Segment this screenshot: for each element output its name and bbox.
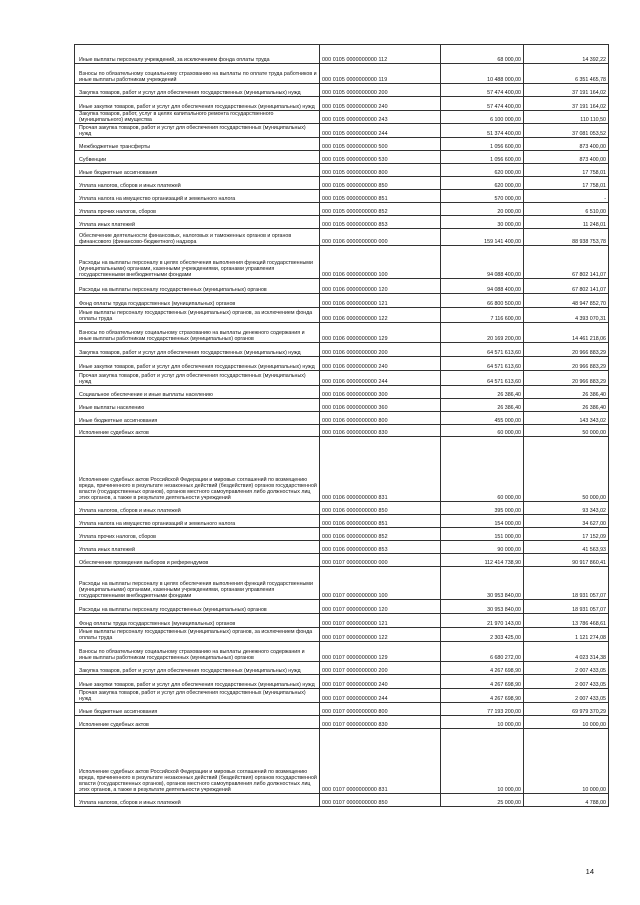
table-row (75, 515, 609, 528)
row-executed-cell: 69 979 370,29 (524, 703, 609, 716)
row-name-cell: Взносы по обязательному социальному страхованию на выплаты по оплате труда работников и иные выплаты работникам учреждений (75, 64, 320, 84)
row-code-cell: 000 0105 0000000000 852 (320, 203, 441, 216)
row-budget-cell: 151 000,00 (441, 528, 524, 541)
row-budget-cell: 570 000,00 (441, 190, 524, 203)
row-budget-cell: 4 267 698,90 (441, 689, 524, 703)
table-row (75, 502, 609, 515)
row-name-cell: Иные бюджетные ассигнования (75, 703, 320, 716)
row-code-cell: 000 0106 0000000000 000 (320, 229, 441, 246)
row-executed-cell: 18 931 057,07 (524, 600, 609, 614)
row-executed-cell: 17 152,09 (524, 528, 609, 541)
row-code-cell: 000 0106 0000000000 830 (320, 425, 441, 437)
row-code-cell: 000 0105 0000000000 240 (320, 97, 441, 111)
row-name-cell: Иные закупки товаров, работ и услуг для обеспечения государственных (муниципальных) нужд (75, 97, 320, 111)
table-row (75, 794, 609, 807)
row-budget-cell: 60 000,00 (441, 425, 524, 437)
row-budget-cell: 1 056 600,00 (441, 138, 524, 151)
table-row (75, 64, 609, 84)
row-code-cell: 000 0106 0000000000 850 (320, 502, 441, 515)
row-code-cell: 000 0106 0000000000 100 (320, 246, 441, 279)
row-executed-cell: 6 510,00 (524, 203, 609, 216)
row-executed-cell: 93 343,02 (524, 502, 609, 515)
row-executed-cell: 48 947 852,70 (524, 294, 609, 308)
row-code-cell: 000 0105 0000000000 119 (320, 64, 441, 84)
row-budget-cell: 6 680 272,00 (441, 642, 524, 662)
row-code-cell: 000 0106 0000000000 240 (320, 357, 441, 371)
row-executed-cell: 50 000,00 (524, 437, 609, 502)
row-code-cell: 000 0106 0000000000 853 (320, 541, 441, 554)
row-code-cell: 000 0106 0000000000 121 (320, 294, 441, 308)
row-code-cell: 000 0107 0000000000 830 (320, 716, 441, 729)
row-name-cell: Уплата прочих налогов, сборов (75, 203, 320, 216)
row-executed-cell: 26 386,40 (524, 386, 609, 399)
row-executed-cell: 14 461 218,06 (524, 323, 609, 343)
row-name-cell: Иные бюджетные ассигнования (75, 412, 320, 425)
row-budget-cell: 6 100 000,00 (441, 111, 524, 124)
row-code-cell: 000 0105 0000000000 853 (320, 216, 441, 229)
row-name-cell: Исполнение судебных актов Российской Федерации и мировых соглашений по возмещению вреда, причиненного в результате незаконных действий (бездействия) органов государственной власти (государственных органов), органов местного самоуправления либо должностных лиц этих органов, а также в результате деятельности учреждений (75, 437, 320, 502)
row-executed-cell: 6 351 465,78 (524, 64, 609, 84)
row-budget-cell: 68 000,00 (441, 45, 524, 64)
row-budget-cell: 30 953 840,00 (441, 567, 524, 600)
row-code-cell: 000 0105 0000000000 800 (320, 164, 441, 177)
row-name-cell: Иные выплаты населению (75, 399, 320, 412)
row-code-cell: 000 0106 0000000000 851 (320, 515, 441, 528)
row-name-cell: Иные выплаты персоналу государственных (муниципальных) органов, за исключением фонда оплаты труда (75, 308, 320, 323)
row-budget-cell: 1 056 600,00 (441, 151, 524, 164)
row-name-cell: Иные выплаты персоналу учреждений, за исключением фонда оплаты труда (75, 45, 320, 64)
row-name-cell: Субвенции (75, 151, 320, 164)
row-code-cell: 000 0105 0000000000 530 (320, 151, 441, 164)
row-name-cell: Обеспечение деятельности финансовых, налоговых и таможенных органов и органов финансового (финансово-бюджетного) надзора (75, 229, 320, 246)
row-code-cell: 000 0106 0000000000 360 (320, 399, 441, 412)
row-budget-cell: 7 116 600,00 (441, 308, 524, 323)
row-code-cell: 000 0107 0000000000 200 (320, 662, 441, 675)
table-row (75, 97, 609, 111)
table-row (75, 412, 609, 425)
row-executed-cell: 41 563,93 (524, 541, 609, 554)
row-executed-cell: 11 248,01 (524, 216, 609, 229)
row-budget-cell: 25 000,00 (441, 794, 524, 807)
row-name-cell: Исполнение судебных актов (75, 716, 320, 729)
table-row (75, 662, 609, 675)
row-code-cell: 000 0105 0000000000 243 (320, 111, 441, 124)
table-row (75, 190, 609, 203)
row-name-cell: Иные бюджетные ассигнования (75, 164, 320, 177)
row-code-cell: 000 0107 0000000000 120 (320, 600, 441, 614)
table-row (75, 600, 609, 614)
row-code-cell: 000 0107 0000000000 240 (320, 675, 441, 689)
row-executed-cell: 26 386,40 (524, 399, 609, 412)
table-row (75, 528, 609, 541)
row-code-cell: 000 0107 0000000000 129 (320, 642, 441, 662)
row-budget-cell: 94 088 400,00 (441, 246, 524, 279)
row-code-cell: 000 0106 0000000000 831 (320, 437, 441, 502)
table-row (75, 357, 609, 371)
row-executed-cell: 20 966 883,29 (524, 357, 609, 371)
table-row (75, 111, 609, 124)
row-budget-cell: 20 169 200,00 (441, 323, 524, 343)
row-name-cell: Фонд оплаты труда государственных (муниципальных) органов (75, 614, 320, 628)
table-row (75, 371, 609, 386)
row-executed-cell: 37 191 164,02 (524, 97, 609, 111)
table-row (75, 216, 609, 229)
row-executed-cell: 10 000,00 (524, 716, 609, 729)
row-budget-cell: 57 474 400,00 (441, 84, 524, 97)
budget-table-container (74, 44, 606, 807)
row-executed-cell: 4 393 070,31 (524, 308, 609, 323)
row-executed-cell: 2 007 433,05 (524, 675, 609, 689)
row-code-cell: 000 0106 0000000000 300 (320, 386, 441, 399)
row-name-cell: Прочая закупка товаров, работ и услуг для обеспечения государственных (муниципальных) нужд (75, 689, 320, 703)
table-row (75, 246, 609, 279)
row-code-cell: 000 0107 0000000000 831 (320, 729, 441, 794)
row-executed-cell: 10 000,00 (524, 729, 609, 794)
row-name-cell: Обеспечение проведения выборов и референдумов (75, 554, 320, 567)
row-executed-cell: 4 788,00 (524, 794, 609, 807)
row-executed-cell: 67 802 141,07 (524, 279, 609, 294)
table-row (75, 437, 609, 502)
row-budget-cell: 4 267 698,90 (441, 675, 524, 689)
table-row (75, 308, 609, 323)
table-row (75, 689, 609, 703)
row-code-cell: 000 0105 0000000000 851 (320, 190, 441, 203)
row-executed-cell: 20 966 883,29 (524, 371, 609, 386)
row-name-cell: Социальное обеспечение и иные выплаты населению (75, 386, 320, 399)
row-code-cell: 000 0105 0000000000 850 (320, 177, 441, 190)
row-code-cell: 000 0106 0000000000 120 (320, 279, 441, 294)
row-budget-cell: 2 303 425,00 (441, 628, 524, 642)
row-code-cell: 000 0107 0000000000 244 (320, 689, 441, 703)
table-row (75, 729, 609, 794)
row-executed-cell: 13 786 468,61 (524, 614, 609, 628)
row-executed-cell: 1 121 274,08 (524, 628, 609, 642)
table-row (75, 675, 609, 689)
row-code-cell: 000 0107 0000000000 122 (320, 628, 441, 642)
row-executed-cell: 90 917 860,41 (524, 554, 609, 567)
row-name-cell: Уплата иных платежей (75, 216, 320, 229)
row-executed-cell: 18 931 057,07 (524, 567, 609, 600)
row-budget-cell: 66 800 500,00 (441, 294, 524, 308)
row-budget-cell: 57 474 400,00 (441, 97, 524, 111)
row-name-cell: Взносы по обязательному социальному страхованию на выплаты денежного содержания и иные выплаты работникам государственных (муниципальных) органов (75, 323, 320, 343)
row-budget-cell: 10 488 000,00 (441, 64, 524, 84)
row-name-cell: Уплата налога на имущество организаций и земельного налога (75, 190, 320, 203)
row-executed-cell: 14 392,22 (524, 45, 609, 64)
row-code-cell: 000 0106 0000000000 852 (320, 528, 441, 541)
row-code-cell: 000 0105 0000000000 112 (320, 45, 441, 64)
row-name-cell: Фонд оплаты труда государственных (муниципальных) органов (75, 294, 320, 308)
row-executed-cell: 17 758,01 (524, 177, 609, 190)
row-executed-cell: 88 938 753,78 (524, 229, 609, 246)
table-row (75, 323, 609, 343)
row-name-cell: Иные закупки товаров, работ и услуг для обеспечения государственных (муниципальных) нужд (75, 675, 320, 689)
row-budget-cell: 64 571 613,60 (441, 371, 524, 386)
row-code-cell: 000 0106 0000000000 200 (320, 343, 441, 357)
row-budget-cell: 94 088 400,00 (441, 279, 524, 294)
row-budget-cell: 4 267 698,90 (441, 662, 524, 675)
row-budget-cell: 26 386,40 (441, 399, 524, 412)
table-row (75, 177, 609, 190)
row-budget-cell: 64 571 613,60 (441, 343, 524, 357)
row-code-cell: 000 0105 0000000000 200 (320, 84, 441, 97)
row-budget-cell: 455 000,00 (441, 412, 524, 425)
row-budget-cell: 20 000,00 (441, 203, 524, 216)
row-code-cell: 000 0107 0000000000 800 (320, 703, 441, 716)
table-row (75, 628, 609, 642)
table-row (75, 386, 609, 399)
row-executed-cell: 20 966 883,29 (524, 343, 609, 357)
row-name-cell: Прочая закупка товаров, работ и услуг для обеспечения государственных (муниципальных) нужд (75, 124, 320, 138)
table-row (75, 45, 609, 64)
table-row (75, 343, 609, 357)
row-executed-cell: 67 802 141,07 (524, 246, 609, 279)
table-row (75, 614, 609, 628)
table-row (75, 229, 609, 246)
table-row (75, 716, 609, 729)
row-budget-cell: 64 571 613,60 (441, 357, 524, 371)
row-executed-cell: 110 110,50 (524, 111, 609, 124)
table-body (75, 45, 609, 807)
row-code-cell: 000 0105 0000000000 500 (320, 138, 441, 151)
row-name-cell: Уплата налога на имущество организаций и земельного налога (75, 515, 320, 528)
table-row (75, 203, 609, 216)
row-name-cell: Иные закупки товаров, работ и услуг для обеспечения государственных (муниципальных) нужд (75, 357, 320, 371)
row-code-cell: 000 0105 0000000000 244 (320, 124, 441, 138)
row-executed-cell: 2 007 433,05 (524, 689, 609, 703)
row-name-cell: Уплата налогов, сборов и иных платежей (75, 794, 320, 807)
row-budget-cell: 620 000,00 (441, 177, 524, 190)
row-budget-cell: 112 414 738,90 (441, 554, 524, 567)
table-row (75, 164, 609, 177)
row-budget-cell: 30 000,00 (441, 216, 524, 229)
row-executed-cell: 17 758,01 (524, 164, 609, 177)
row-name-cell: Расходы на выплаты персоналу в целях обеспечения выполнения функций государственными (муниципальными) органами, казенными учреждениями, органами управления государственными внебюджетными фондами (75, 567, 320, 600)
table-row (75, 84, 609, 97)
row-name-cell: Уплата прочих налогов, сборов (75, 528, 320, 541)
table-row (75, 642, 609, 662)
row-code-cell: 000 0107 0000000000 121 (320, 614, 441, 628)
row-name-cell: Закупка товаров, работ и услуг для обеспечения государственных (муниципальных) нужд (75, 662, 320, 675)
row-name-cell: Исполнение судебных актов (75, 425, 320, 437)
row-budget-cell: 60 000,00 (441, 437, 524, 502)
row-name-cell: Межбюджетные трансферты (75, 138, 320, 151)
table-row (75, 567, 609, 600)
row-name-cell: Расходы на выплаты персоналу государственных (муниципальных) органов (75, 279, 320, 294)
row-budget-cell: 154 000,00 (441, 515, 524, 528)
row-budget-cell: 51 374 400,00 (441, 124, 524, 138)
row-name-cell: Уплата иных платежей (75, 541, 320, 554)
row-name-cell: Расходы на выплаты персоналу в целях обеспечения выполнения функций государственными (муниципальными) органами, казенными учреждениями, органами управления государственными внебюджетными фондами (75, 246, 320, 279)
row-code-cell: 000 0107 0000000000 100 (320, 567, 441, 600)
row-name-cell: Расходы на выплаты персоналу государственных (муниципальных) органов (75, 600, 320, 614)
row-name-cell: Иные выплаты персоналу государственных (муниципальных) органов, за исключением фонда оплаты труда (75, 628, 320, 642)
row-budget-cell: 90 000,00 (441, 541, 524, 554)
row-code-cell: 000 0106 0000000000 800 (320, 412, 441, 425)
table-row (75, 425, 609, 437)
row-executed-cell: - (524, 190, 609, 203)
row-budget-cell: 26 386,40 (441, 386, 524, 399)
row-executed-cell: 143 343,02 (524, 412, 609, 425)
row-executed-cell: 50 000,00 (524, 425, 609, 437)
row-executed-cell: 873 400,00 (524, 138, 609, 151)
row-executed-cell: 37 081 053,52 (524, 124, 609, 138)
table-row (75, 138, 609, 151)
table-row (75, 399, 609, 412)
row-budget-cell: 395 000,00 (441, 502, 524, 515)
row-code-cell: 000 0106 0000000000 122 (320, 308, 441, 323)
row-executed-cell: 2 007 433,05 (524, 662, 609, 675)
table-row (75, 151, 609, 164)
row-executed-cell: 4 023 314,38 (524, 642, 609, 662)
row-name-cell: Прочая закупка товаров, работ и услуг для обеспечения государственных (муниципальных) нужд (75, 371, 320, 386)
row-executed-cell: 37 191 164,02 (524, 84, 609, 97)
row-code-cell: 000 0107 0000000000 000 (320, 554, 441, 567)
row-name-cell: Закупка товаров, работ и услуг для обеспечения государственных (муниципальных) нужд (75, 343, 320, 357)
row-name-cell: Закупка товаров, работ, услуг в целях капитального ремонта государственного (муниципального) имущества (75, 111, 320, 124)
table-row (75, 279, 609, 294)
page-number: 14 (585, 867, 594, 876)
row-budget-cell: 10 000,00 (441, 716, 524, 729)
table-row (75, 124, 609, 138)
row-name-cell: Уплата налогов, сборов и иных платежей (75, 502, 320, 515)
row-name-cell: Исполнение судебных актов Российской Федерации и мировых соглашений по возмещению вреда, причиненного в результате незаконных действий (бездействия) органов государственной власти (государственных органов), органов местного самоуправления либо должностных лиц этих органов, а также в результате деятельности учреждений (75, 729, 320, 794)
budget-execution-table (74, 44, 609, 807)
row-name-cell: Взносы по обязательному социальному страхованию на выплаты денежного содержания и иные выплаты работникам государственных (муниципальных) органов (75, 642, 320, 662)
table-row (75, 703, 609, 716)
row-executed-cell: 873 400,00 (524, 151, 609, 164)
table-row (75, 554, 609, 567)
table-row (75, 294, 609, 308)
table-row (75, 541, 609, 554)
row-budget-cell: 10 000,00 (441, 729, 524, 794)
row-name-cell: Уплата налогов, сборов и иных платежей (75, 177, 320, 190)
row-code-cell: 000 0107 0000000000 850 (320, 794, 441, 807)
row-budget-cell: 77 193 200,00 (441, 703, 524, 716)
row-code-cell: 000 0106 0000000000 244 (320, 371, 441, 386)
row-code-cell: 000 0106 0000000000 129 (320, 323, 441, 343)
row-name-cell: Закупка товаров, работ и услуг для обеспечения государственных (муниципальных) нужд (75, 84, 320, 97)
row-budget-cell: 159 141 400,00 (441, 229, 524, 246)
row-budget-cell: 30 953 840,00 (441, 600, 524, 614)
row-budget-cell: 620 000,00 (441, 164, 524, 177)
row-budget-cell: 21 970 143,00 (441, 614, 524, 628)
row-executed-cell: 34 627,00 (524, 515, 609, 528)
